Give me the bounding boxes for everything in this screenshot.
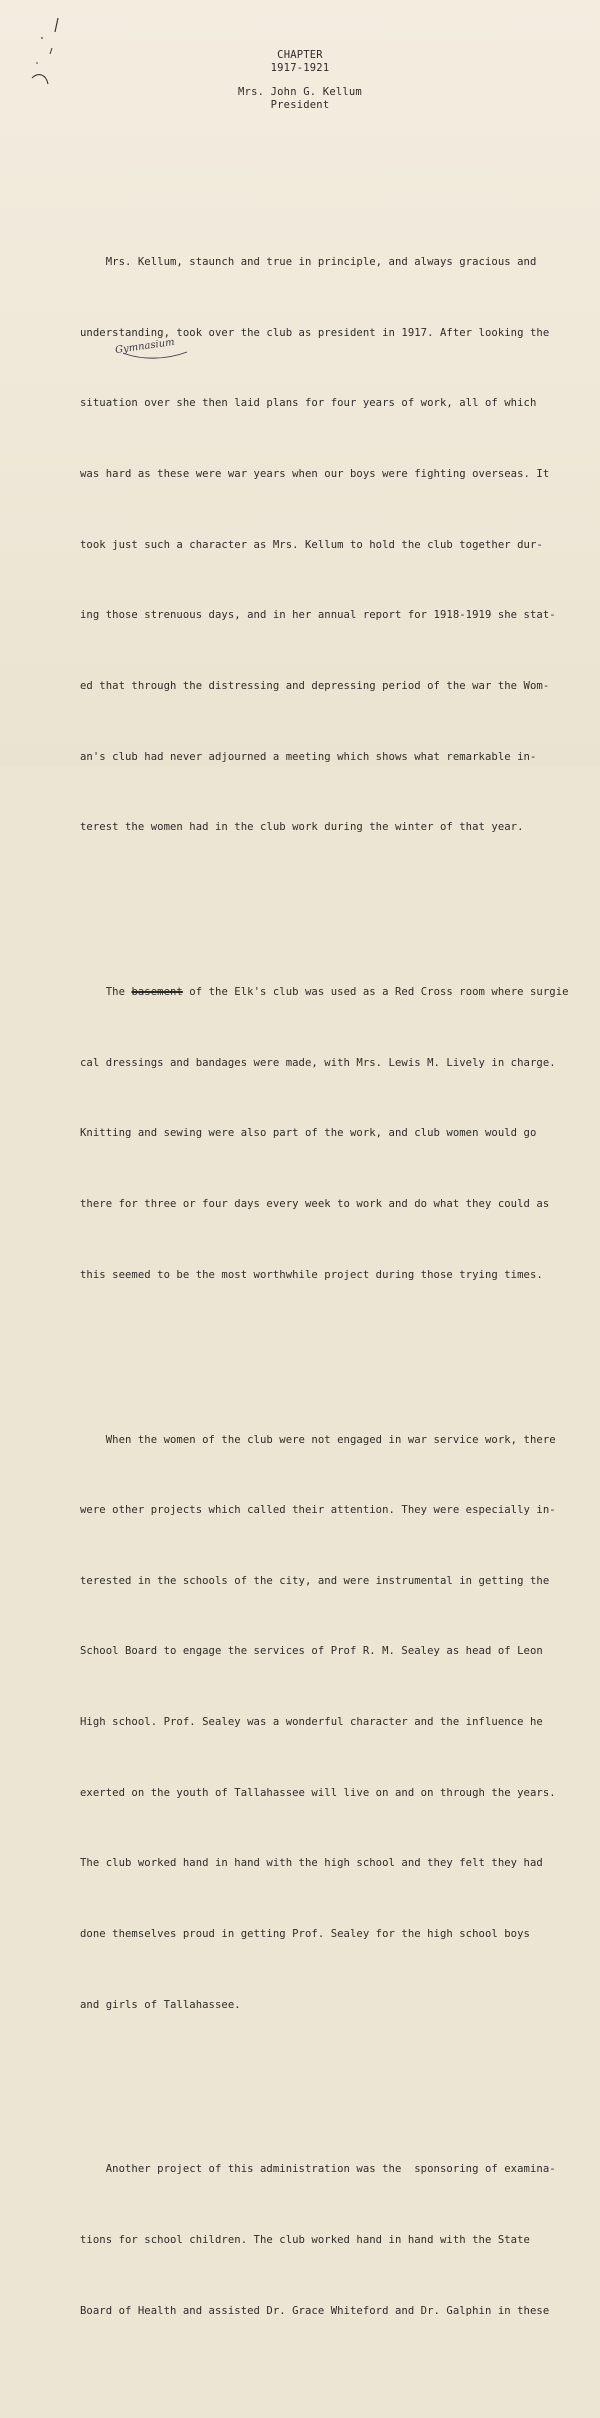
text-line: exerted on the youth of Tallahassee will live on and on through the years.: [80, 1786, 556, 1799]
text-line: tions for school children. The club worked hand in hand with the State: [80, 2234, 530, 2247]
president-name: Mrs. John G. Kellum: [238, 86, 362, 98]
text-line: terested in the schools of the city, and were instrumental in getting the: [80, 1574, 550, 1587]
text-line: done themselves proud in getting Prof. Sealey for the high school boys: [80, 1928, 530, 1941]
chapter-years: 1917-1921: [270, 62, 330, 74]
text-line: an's club had never adjourned a meeting which shows what remarkable in-: [80, 750, 537, 763]
struck-word: basement: [131, 986, 183, 999]
paragraph-3: [80, 1381, 600, 2064]
text-line: terest the women had in the club work during the winter of that year.: [80, 821, 524, 834]
text-line: and girls of Tallahassee.: [80, 1998, 241, 2011]
text-line: situation over she then laid plans for four years of work, all of which: [80, 397, 537, 410]
text-line: School Board to engage the services of Prof R. M. Sealey as head of Leon: [80, 1645, 543, 1658]
text-line: understanding, took over the club as president in 1917. After looking the: [80, 326, 550, 339]
text-line: this seemed to be the most worthwhile project during those trying times.: [80, 1268, 543, 1281]
text-line: was hard as these were war years when our boys were fighting overseas. It: [80, 468, 550, 481]
text-fragment: of the Elk's club was used as a Red Cross room where surgie: [182, 986, 569, 999]
chapter-heading: CHAPTER: [277, 49, 323, 61]
text-line: cal dressings and bandages were made, with Mrs. Lewis M. Lively in charge.: [80, 1056, 556, 1069]
text-line: High school. Prof. Sealey was a wonderful character and the influence he: [80, 1716, 543, 1729]
text-line: Knitting and sewing were also part of the work, and club women would go: [80, 1127, 537, 1140]
text-line: The club worked hand in hand with the high school and they felt they had: [80, 1857, 543, 1870]
president-title: President: [270, 99, 330, 111]
paragraph-4: [80, 2111, 600, 2370]
text-line: [80, 981, 600, 1005]
document-body: [80, 157, 600, 2418]
handwritten-insertion: Gymnasium: [114, 336, 176, 357]
text-fragment: The: [80, 986, 132, 999]
text-line: were other projects which called their attention. They were especially in-: [80, 1504, 556, 1517]
text-line: took just such a character as Mrs. Kellum to hold the club together dur-: [80, 538, 543, 551]
text-line: Another project of this administration was the sponsoring of examina-: [80, 2163, 556, 2176]
paragraph-1: [80, 204, 600, 887]
text-line: When the women of the club were not engaged in war service work, there: [80, 1433, 556, 1446]
text-line: Mrs. Kellum, staunch and true in principle, and always gracious and: [80, 256, 537, 269]
text-line: there for three or four days every week to work and do what they could as: [80, 1198, 550, 1211]
text-line: ed that through the distressing and depressing period of the war the Wom-: [80, 680, 550, 693]
insert-caret-icon: [121, 351, 191, 361]
paragraph-2: [80, 934, 600, 1334]
text-line: ing those strenuous days, and in her annual report for 1918-1919 she stat-: [80, 609, 556, 622]
text-line: Board of Health and assisted Dr. Grace Whiteford and Dr. Galphin in these: [80, 2304, 550, 2317]
